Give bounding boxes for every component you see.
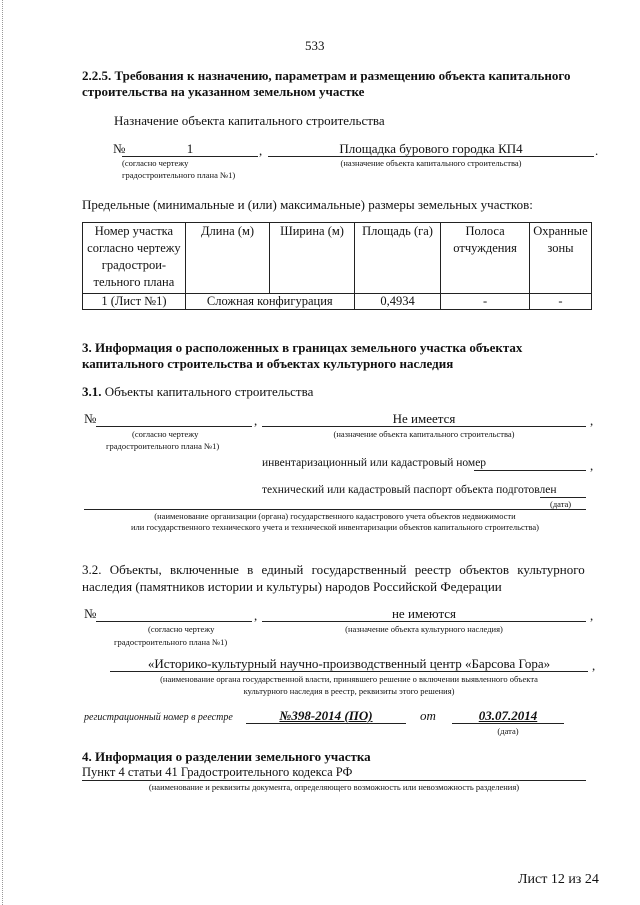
org-caption-1: (наименование организации (органа) государственного кадастрового учета объектов недвижимости <box>154 511 516 521</box>
cell-zones: - <box>529 294 591 310</box>
table-header-row <box>83 223 592 294</box>
reg-number: №398-2014 (ПО) <box>279 708 373 723</box>
cell-number: 1 (Лист №1) <box>83 294 186 310</box>
table-header-number: Номер участка согласно чертежу градострои- тельного плана <box>83 223 186 294</box>
reg-date-caption: (дата) <box>497 726 519 736</box>
caption-drawing-1: (согласно чертежу <box>122 158 189 168</box>
heritage-value: не имеются <box>391 606 457 621</box>
sheet-number: Лист 12 из 24 <box>518 872 599 887</box>
comma: , <box>259 143 263 158</box>
s31-caption-purpose: (назначение объекта капитального строительства) <box>333 429 515 439</box>
s32-num-label: № <box>84 606 97 621</box>
table-header-area: Площадь (га) <box>354 223 441 294</box>
reg-label: регистрационный номер в реестре <box>84 712 233 723</box>
s31-comma: , <box>254 413 258 428</box>
caption-drawing-2: градостроительного плана №1) <box>122 170 236 180</box>
authority-comma: , <box>592 658 596 673</box>
passport-label: технический или кадастровый паспорт объекта подготовлен <box>262 484 557 496</box>
s225-heading-line2: строительства на указанном земельном участке <box>82 84 365 99</box>
s4-heading: 4. Информация о разделении земельного участка <box>82 749 371 764</box>
object-number: 1 <box>186 141 194 156</box>
caption-purpose: (назначение объекта капитального строительства) <box>340 158 522 168</box>
purpose-label: Назначение объекта капитального строительства <box>114 113 385 128</box>
authority-value: «Историко-культурный научно-производственный центр «Барсова Гора» <box>147 656 551 671</box>
inventory-comma: , <box>590 458 594 473</box>
from-label: от <box>420 708 436 723</box>
s32-heading-line1: 3.2. Объекты, включенные в единый государственный реестр объектов культурного <box>82 562 585 577</box>
s31-comma-2: , <box>590 413 594 428</box>
s4-caption: (наименование и реквизиты документа, определяющего возможность или невозможность разделения) <box>148 782 520 792</box>
s3-heading-line2: капитального строительства и объектах культурного наследия <box>82 356 454 371</box>
authority-caption-2: культурного наследия в реестр, реквизиты этого решения) <box>243 686 455 696</box>
s31-num-label: № <box>84 411 97 426</box>
table-header-length: Длина (м) <box>185 223 269 294</box>
object-purpose: Площадка бурового городка КП4 <box>339 141 523 156</box>
page-edge <box>2 0 4 905</box>
s3-heading-line1: 3. Информация о расположенных в границах земельного участка объектах <box>82 340 523 355</box>
s32-caption-drawing-2: градостроительного плана №1) <box>114 637 228 647</box>
authority-caption-1: (наименование органа государственной власти, принявшего решение о включении выявленного объекта <box>160 674 538 684</box>
s32-heading-line2: наследия (памятников истории и культуры) народов Российской Федерации <box>82 579 502 594</box>
s31-object-value: Не имеется <box>392 411 456 426</box>
sizes-table <box>82 222 592 310</box>
table-header-band: Полоса отчуждения <box>441 223 530 294</box>
table-row <box>83 294 592 310</box>
table-header-width: Ширина (м) <box>270 223 354 294</box>
s225-heading-line1: 2.2.5. Требования к назначению, параметрам и размещению объекта капитального <box>82 68 571 83</box>
s4-text: Пункт 4 статьи 41 Градостроительного кодекса РФ <box>82 765 353 779</box>
s32-comma: , <box>254 608 258 623</box>
s31-heading: 3.1. Объекты капитального строительства <box>82 384 314 399</box>
reg-date: 03.07.2014 <box>478 708 538 723</box>
s31-caption-drawing-2: градостроительного плана №1) <box>106 441 220 451</box>
passport-date-caption: (дата) <box>550 499 572 509</box>
inventory-label: инвентаризационный или кадастровый номер <box>262 457 487 469</box>
table-header-zones: Охранные зоны <box>529 223 591 294</box>
sizes-title: Предельные (минимальные и (или) максимальные) размеры земельных участков: <box>82 197 533 212</box>
s31-caption-drawing-1: (согласно чертежу <box>132 429 199 439</box>
page-number: 533 <box>305 38 325 53</box>
cell-band: - <box>441 294 530 310</box>
cell-dimensions: Сложная конфигурация <box>185 294 354 310</box>
org-caption-2: или государственного технического учета и технической инвентаризации объектов капитального строительства) <box>130 522 539 532</box>
num-label: № <box>113 141 126 156</box>
s32-caption-drawing-1: (согласно чертежу <box>148 624 215 634</box>
cell-area: 0,4934 <box>354 294 441 310</box>
dot: . <box>595 143 599 158</box>
caption-heritage: (назначение объекта культурного наследия) <box>345 624 503 634</box>
s32-comma-2: , <box>590 608 594 623</box>
